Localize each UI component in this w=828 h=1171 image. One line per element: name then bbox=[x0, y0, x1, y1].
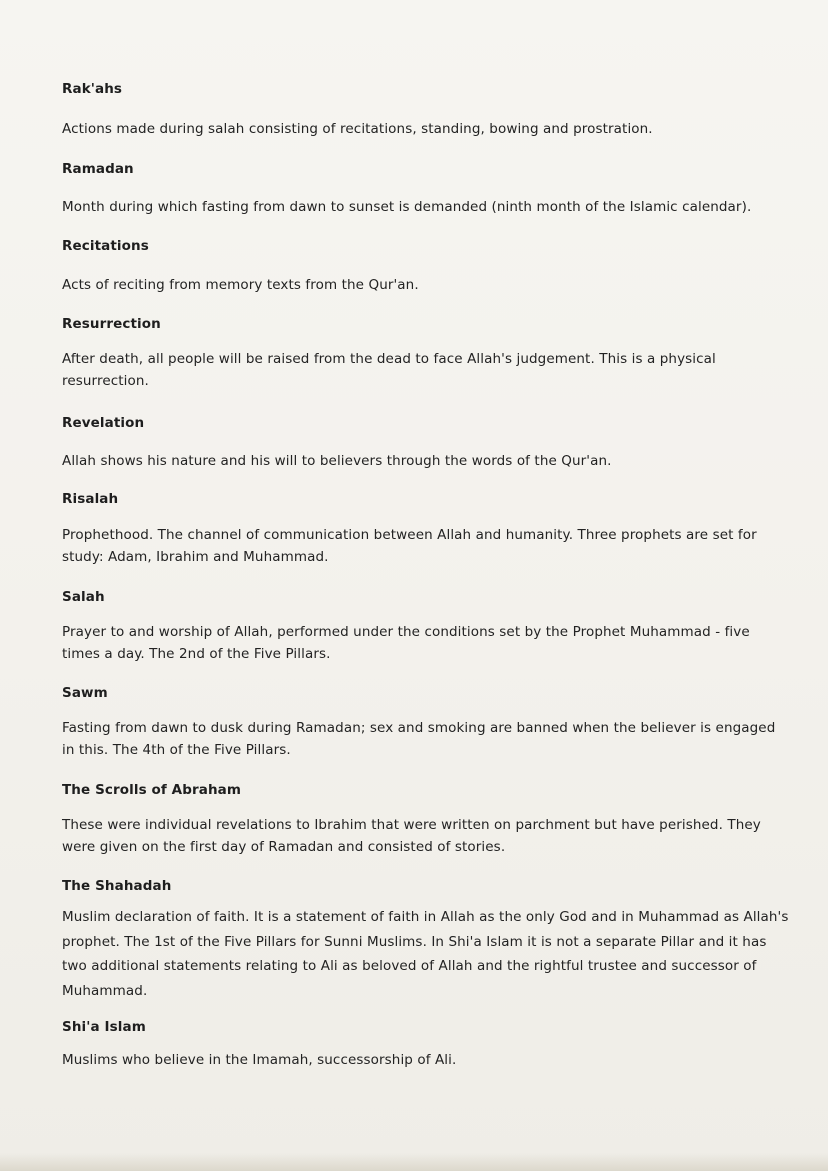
glossary-definition: Allah shows his nature and his will to believers through the words of the Qur'an. bbox=[62, 453, 612, 469]
glossary-entry-ramadan bbox=[62, 160, 792, 215]
glossary-entry-revelation bbox=[62, 414, 792, 469]
glossary-definition: Actions made during salah consisting of recitations, standing, bowing and prostration. bbox=[62, 121, 653, 137]
glossary-term: Resurrection bbox=[62, 316, 161, 332]
glossary-definition: After death, all people will be raised from the dead to face Allah's judgement. This is a physical resurrection. bbox=[62, 351, 716, 389]
glossary-term: Rak'ahs bbox=[62, 81, 123, 97]
glossary-entry-risalah bbox=[62, 490, 792, 565]
glossary-definition: Prayer to and worship of Allah, performed under the conditions set by the Prophet Muhammad - five times a day. The 2nd of the Five Pillars. bbox=[62, 624, 750, 662]
glossary-term: Revelation bbox=[62, 415, 145, 431]
glossary-definition: Acts of reciting from memory texts from the Qur'an. bbox=[62, 277, 419, 293]
glossary-term: Risalah bbox=[62, 491, 119, 507]
glossary-term: Recitations bbox=[62, 238, 149, 254]
glossary-definition: Prophethood. The channel of communication between Allah and humanity. Three prophets are set for study: Adam, Ibrahim and Muhammad. bbox=[62, 527, 757, 565]
glossary-term: The Scrolls of Abraham bbox=[62, 782, 242, 798]
glossary-term: Salah bbox=[62, 589, 105, 605]
glossary-entry-scrolls-of-abraham bbox=[62, 781, 792, 855]
glossary-term: The Shahadah bbox=[62, 878, 172, 894]
glossary-entry-resurrection bbox=[62, 315, 792, 389]
glossary-entry-recitations bbox=[62, 237, 792, 293]
glossary-term: Sawm bbox=[62, 685, 108, 701]
glossary-definition: Fasting from dawn to dusk during Ramadan; sex and smoking are banned when the believer is engaged in this. The 4th of the Five Pillars. bbox=[62, 720, 776, 758]
glossary-entry-shia-islam bbox=[62, 1018, 792, 1068]
glossary-definition: Month during which fasting from dawn to sunset is demanded (ninth month of the Islamic calendar). bbox=[62, 199, 752, 215]
glossary-entry-salah bbox=[62, 588, 792, 662]
glossary-entry-shahadah bbox=[62, 877, 792, 999]
glossary-entry-rakahs bbox=[62, 80, 792, 137]
glossary-entry-sawm bbox=[62, 684, 792, 758]
glossary-definition: Muslims who believe in the Imamah, successorship of Ali. bbox=[62, 1052, 457, 1068]
glossary-term: Ramadan bbox=[62, 161, 134, 177]
glossary-definition: Muslim declaration of faith. It is a statement of faith in Allah as the only God and in Muhammad as Allah's prophet. The 1st of the Five Pillars for Sunni Muslims. In Shi'a Islam it is not a separate Pillar and it has two additional statements relating to Ali as beloved of Allah and the rightful trustee and successor of Muhammad. bbox=[62, 909, 789, 999]
glossary-term: Shi'a Islam bbox=[62, 1019, 146, 1035]
glossary-definition: These were individual revelations to Ibrahim that were written on parchment but have perished. They were given on the first day of Ramadan and consisted of stories. bbox=[62, 817, 761, 855]
